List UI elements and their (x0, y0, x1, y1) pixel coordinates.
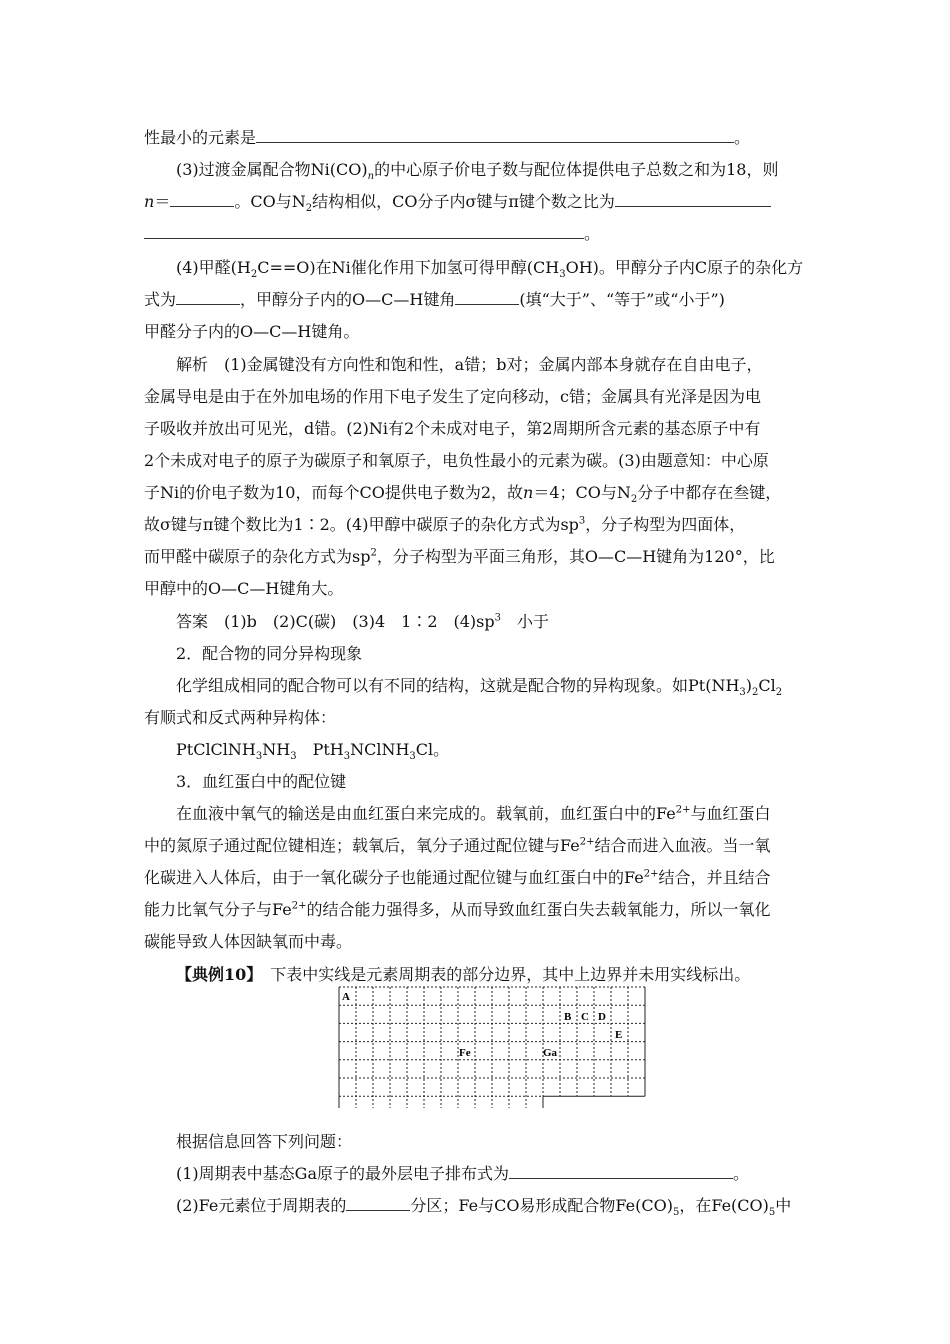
answer-blank[interactable] (176, 290, 240, 305)
analysis-line-8: 甲醇中的O—C—H键角大。 (144, 579, 344, 598)
cell-label-B: B (564, 1011, 572, 1023)
cell-label-Ga: Ga (543, 1047, 558, 1059)
q2-answer-line: 性最小的元素是 。 (144, 128, 751, 147)
example-tag: 【典例10】 (176, 965, 255, 984)
question-2: (2)Fe元素位于周期表的 分区；Fe与CO易形成配合物$Fe(CO)_5$，在$Fe(CO)_5$中 (176, 1196, 792, 1219)
answer-blank[interactable] (170, 192, 234, 207)
answer-blank[interactable] (509, 1164, 733, 1179)
q3-line-2: n＝ 。CO与$N_2$结构相似，CO分子内σ键与π键个数之比为 (144, 192, 771, 212)
answer-blank[interactable] (144, 224, 584, 239)
section-3-line-4: 能力比氧气分子与$Fe^{2+}$的结合能力强得多，从而导致血红蛋白失去载氧能力，所以一氧化 (144, 900, 771, 919)
analysis-line-6: 故σ键与π键个数比为1∶2。(4)甲醇中碳原子的杂化方式为$sp^3$，分子构型为四面体， (144, 515, 746, 534)
q4-line-2: 式为 ，甲醇分子内的O—C—H键角 (填“大于”、“等于”或“小于”) (144, 290, 725, 309)
analysis-line-1: 解析 (1)金属键没有方向性和饱和性，a错；b对；金属内部本身就存在自由电子， (176, 355, 763, 374)
cell-label-C: C (581, 1011, 589, 1023)
analysis-line-4: 2个未成对电子的原子为碳原子和氧原子，电负性最小的元素为碳。(3)由题意知：中心原 (144, 451, 769, 470)
table-grid (339, 987, 645, 1108)
periodic-table-fragment (338, 986, 648, 1108)
q4-line-1: (4)甲醛$(H_2C==O)$在Ni催化作用下加氢可得甲醇$(CH_3OH)$。甲醇分子内C原子的杂化方 (176, 258, 804, 281)
questions-intro: 根据信息回答下列问题： (176, 1132, 353, 1151)
cell-label-A: A (342, 991, 350, 1003)
q3-line-3: 。 (144, 224, 600, 244)
answer-blank[interactable] (256, 128, 734, 143)
section-2-isomers: $PtClClNH_3NH_3$ PtH$_3$NClNH$_3$Cl。 (176, 740, 450, 763)
example-10-line: 【典例10】 下表中实线是元素周期表的部分边界，其中上边界并未用实线标出。 (176, 965, 751, 984)
section-2-title: 2．配合物的同分异构现象 (176, 644, 363, 663)
section-2-line-2: 有顺式和反式两种异构体： (144, 708, 337, 727)
q4-line-3: 甲醛分子内的O—C—H键角。 (144, 322, 360, 341)
section-3-line-2: 中的氮原子通过配位键相连；载氧后，氧分子通过配位键与$Fe^{2+}$结合而进入血液。当一氧 (144, 836, 771, 855)
section-3-line-5: 碳能导致人体因缺氧而中毒。 (144, 932, 353, 951)
answer-blank[interactable] (615, 192, 771, 207)
section-2-line-1: 化学组成相同的配合物可以有不同的结构，这就是配合物的异构现象。如$Pt(NH_3)_2Cl_2$ (176, 676, 783, 699)
section-3-line-1: 在血液中氧气的输送是由血红蛋白来完成的。载氧前，血红蛋白中的$Fe^{2+}$与血红蛋白 (176, 804, 771, 823)
q3-line-1: (3)过渡金属配合物$Ni(CO)_n$的中心原子价电子数与配位体提供电子总数之和为18，则 (176, 160, 779, 183)
answer-blank[interactable] (346, 1196, 410, 1211)
cell-label-E: E (615, 1029, 623, 1041)
analysis-line-3: 子吸收并放出可见光，d错。(2)Ni有2个未成对电子，第2周期所含元素的基态原子中有 (144, 419, 761, 438)
section-3-title: 3．血红蛋白中的配位键 (176, 772, 347, 791)
cell-label-Fe: Fe (459, 1047, 471, 1059)
answer-line: 答案 (1)b (2)C(碳) (3)4 1∶2 $(4)sp^3$ 小于 (176, 612, 550, 631)
analysis-line-7: 而甲醛中碳原子的杂化方式为$sp^2$，分子构型为平面三角形，其O—C—H键角为120°，比 (144, 547, 775, 566)
section-3-line-3: 化碳进入人体后，由于一氧化碳分子也能通过配位键与血红蛋白中的$Fe^{2+}$结合，并且结合 (144, 868, 771, 887)
answer-blank[interactable] (455, 290, 519, 305)
analysis-line-5: 子Ni的价电子数为10，而每个CO提供电子数为2，故n＝4；CO与$N_2$分子中都存在叁键， (144, 483, 782, 506)
cell-label-D: D (598, 1011, 606, 1023)
analysis-line-2: 金属导电是由于在外加电场的作用下电子发生了定向移动，c错；金属具有光泽是因为电 (144, 387, 761, 406)
question-1: (1)周期表中基态Ga原子的最外层电子排布式为 。 (176, 1164, 750, 1183)
